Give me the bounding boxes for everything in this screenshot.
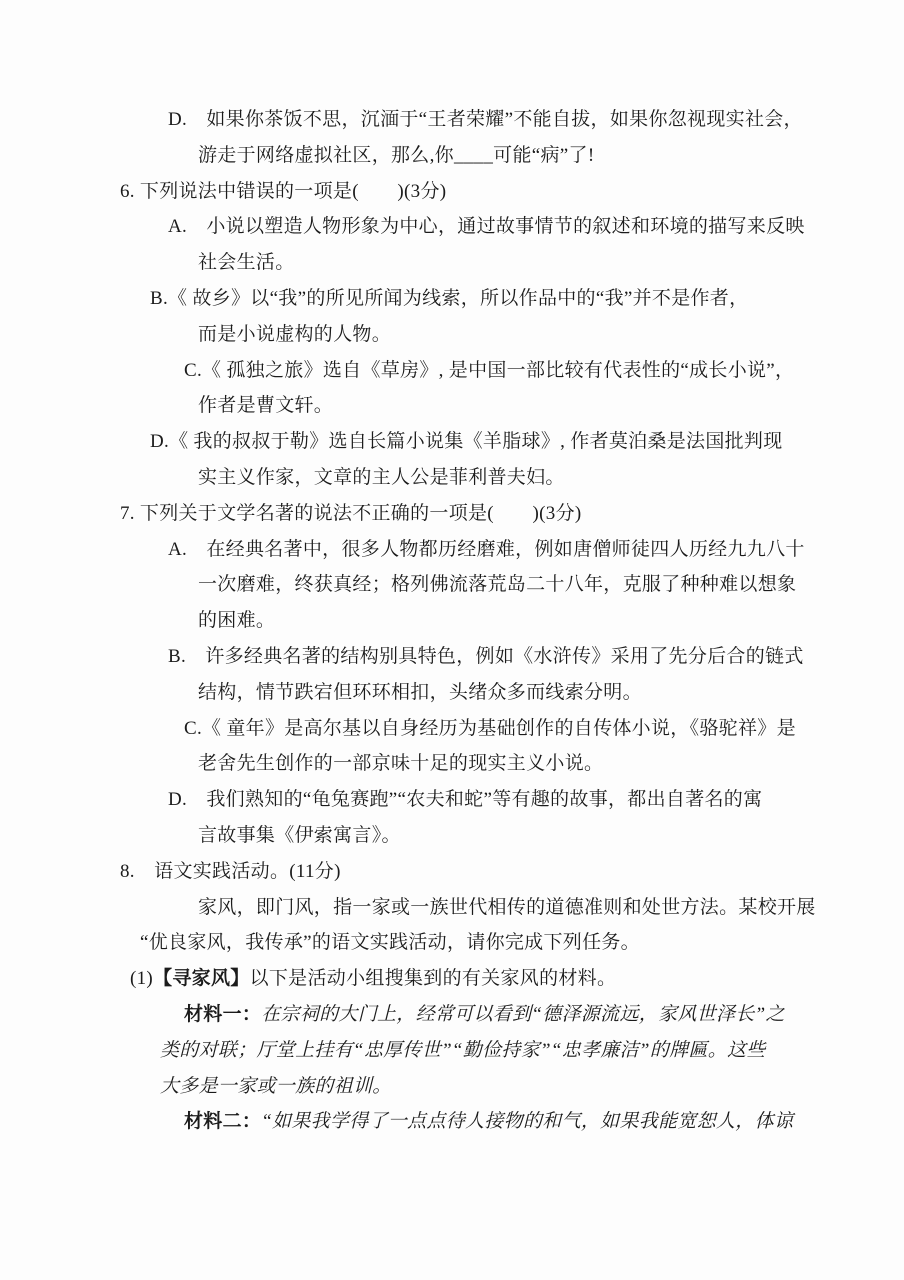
q6-option-c-line-2: 作者是曹文轩。 <box>198 395 334 417</box>
q7-option-a-line-1: A. 在经典名著中，很多人物都历经磨难，例如唐僧师徒四人历经九九八十 <box>168 538 805 560</box>
material-2-text-1: “如果我学得了一点点待人接物的和气，如果我能宽恕人，体谅 <box>261 1111 794 1133</box>
q7-option-b-line-2: 结构，情节跌宕但环环相扣，头绪众多而线索分明。 <box>198 681 642 703</box>
q5-option-d-line-2: 游走于网络虚拟社区，那么,你____可能“病”了! <box>198 144 595 166</box>
task-1-tag: 【寻家风】 <box>153 968 250 990</box>
q7-option-c-line-1: C.《 童年》是高尔基以自身经历为基础创作的自传体小说，《骆驼祥》是 <box>184 717 796 739</box>
q6-option-c-line-1: C.《 孤独之旅》选自《草房》, 是中国一部比较有代表性的“成长小说”， <box>184 359 795 381</box>
q6-option-b-line-2: 而是小说虚构的人物。 <box>198 323 392 345</box>
q7-option-b-line-1: B. 许多经典名著的结构别具特色，例如《水浒传》采用了先分后合的链式 <box>168 645 804 667</box>
material-1-line-1 <box>184 997 904 1033</box>
q8-task-1-line <box>130 961 904 997</box>
task-1-number: (1) <box>130 968 154 990</box>
q5-option-d-line-1: D. 如果你茶饭不思，沉湎于“王者荣耀”不能自拔，如果你忽视现实社会， <box>168 109 803 130</box>
material-2-line-1 <box>184 1104 904 1140</box>
q8-intro-line-1: 家风，即门风，指一家或一族世代相传的道德准则和处世方法。某校开展 <box>198 896 816 918</box>
q7-option-c-line-2: 老舍先生创作的一部京味十足的现实主义小说。 <box>198 753 604 775</box>
q6-option-b-line-1: B.《 故乡》以“我”的所见所闻为线索，所以作品中的“我”并不是作者， <box>150 287 749 309</box>
q7-option-a-line-2: 一次磨难，终获真经；格列佛流落荒岛二十八年，克服了种种难以想象 <box>198 574 797 596</box>
material-1-line-3: 大多是一家或一族的祖训。 <box>160 1075 392 1097</box>
q6-option-a-line-1: A. 小说以塑造人物形象为中心，通过故事情节的叙述和环境的描写来反映 <box>168 216 805 238</box>
material-1-text-1: 在宗祠的大门上，经常可以看到“德泽源流远，家风世泽长”之 <box>261 1003 785 1025</box>
q8-intro-line-2: “优良家风，我传承”的语文实践活动，请你完成下列任务。 <box>140 932 640 954</box>
q6-option-d-line-2: 实主义作家，文章的主人公是菲利普夫妇。 <box>198 466 565 488</box>
material-1-line-2: 类的对联；厅堂上挂有“忠厚传世”“勤俭持家”“忠孝廉洁”的牌匾。这些 <box>160 1039 766 1061</box>
q6-option-a-line-2: 社会生活。 <box>198 252 295 274</box>
q6-option-d-line-1: D.《 我的叔叔于勒》选自长篇小说集《羊脂球》, 作者莫泊桑是法国批判现 <box>150 431 783 453</box>
task-1-text: 以下是活动小组搜集到的有关家风的材料。 <box>249 968 617 990</box>
q7-option-a-line-3: 的困难。 <box>198 610 276 632</box>
q6-header: 6. 下列说法中错误的一项是( )(3分) <box>120 180 447 202</box>
q7-option-d-line-1: D. 我们熟知的“龟兔赛跑”“农夫和蛇”等有趣的故事，都出自著名的寓 <box>168 789 763 811</box>
q7-option-d-line-2: 言故事集《伊索寓言》。 <box>198 824 401 846</box>
q7-header: 7. 下列关于文学名著的说法不正确的一项是( )(3分) <box>120 502 582 524</box>
material-1-label: 材料一： <box>184 1003 262 1025</box>
q8-header: 8. 语文实践活动。(11分) <box>120 860 341 882</box>
material-2-label: 材料二： <box>184 1111 262 1133</box>
